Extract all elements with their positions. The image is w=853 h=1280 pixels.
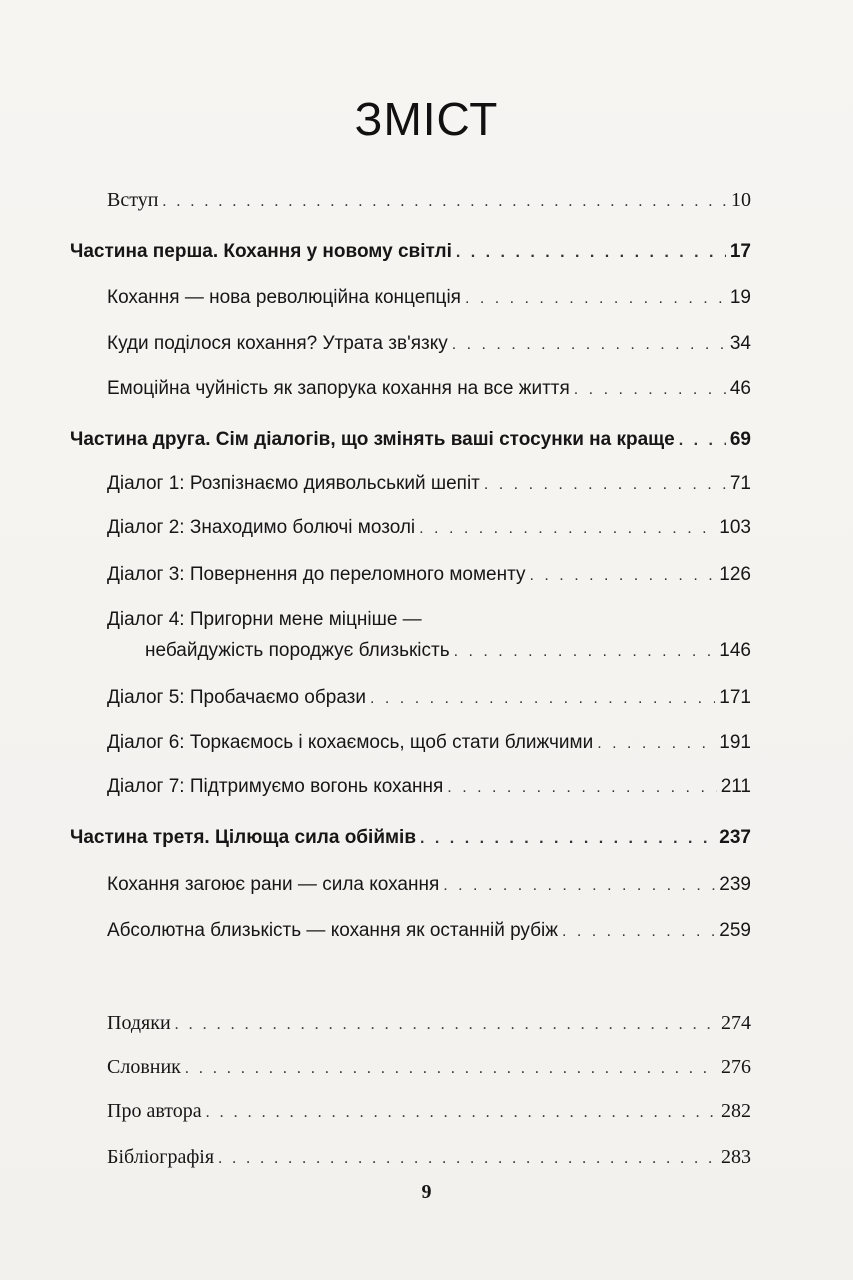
dot-leader (454, 640, 716, 664)
dot-leader (206, 1101, 717, 1125)
dot-leader (679, 429, 726, 453)
toc-entry-label: Діалог 7: Підтримуємо вогонь кохання (107, 776, 444, 797)
dot-leader (574, 378, 726, 402)
toc-entry-label: Діалог 3: Повернення до переломного моменту (107, 564, 526, 585)
toc-entry-label: Частина друга. Сім діалогів, що змінять ваші стосунки на краще (70, 429, 675, 450)
toc-entry-acknowledgements (107, 1011, 751, 1037)
toc-page-number: 103 (719, 517, 751, 538)
toc-entry-label: Кохання — нова революційна концепція (107, 287, 461, 308)
toc-entry (107, 516, 751, 541)
toc-page-number: 34 (729, 333, 751, 354)
dot-leader (452, 333, 726, 357)
toc-page-number: 191 (719, 732, 751, 753)
toc-entry-label-first-line: Діалог 4: Пригорни мене міцніше — (107, 609, 422, 630)
dot-leader (419, 517, 715, 541)
toc-entry (107, 686, 751, 711)
toc-entry-label: Кохання загоює рани — сила кохання (107, 874, 440, 895)
dot-leader (162, 190, 727, 214)
toc-page-number: 146 (719, 640, 751, 661)
toc-entry-label: Діалог 2: Знаходимо болючі мозолі (107, 517, 416, 538)
toc-page-number: 237 (719, 827, 751, 848)
toc-page-number: 211 (720, 776, 751, 797)
dot-leader (447, 776, 716, 800)
toc-entry (107, 919, 751, 944)
toc-entry-label: Вступ (107, 189, 159, 211)
toc-entry-label: Діалог 6: Торкаємось і кохаємось, щоб стати ближчими (107, 732, 594, 753)
toc-page-number: 282 (721, 1100, 751, 1122)
dot-leader (456, 241, 726, 265)
page-title: ЗМІСТ (354, 93, 499, 145)
toc-page-number: 71 (729, 473, 751, 494)
toc-entry-label: Словник (107, 1056, 181, 1078)
toc-entry (107, 472, 751, 497)
toc-page-number: 239 (719, 874, 751, 895)
toc-entry-glossary (107, 1055, 751, 1081)
dot-leader (530, 564, 716, 588)
toc-entry-label: Частина перша. Кохання у новому світлі (70, 241, 452, 262)
toc-entry-label: Куди поділося кохання? Утрата зв'язку (107, 333, 448, 354)
toc-entry (107, 377, 751, 402)
toc-entry-label: Діалог 5: Пробачаємо образи (107, 687, 367, 708)
dot-leader (484, 473, 726, 497)
toc-page-number: 274 (721, 1012, 751, 1034)
toc-entry (107, 286, 751, 311)
toc-page-number: 171 (719, 687, 751, 708)
dot-leader (597, 732, 715, 756)
toc-entry (107, 775, 751, 800)
toc-page-number: 126 (719, 564, 751, 585)
toc-entry-label: Емоційна чуйність як запорука кохання на все життя (107, 378, 570, 399)
toc-entry-label: Частина третя. Цілюща сила обіймів (70, 827, 417, 848)
toc-page-number: 69 (729, 429, 751, 450)
toc-entry-about-author (107, 1099, 751, 1125)
toc-page-number: 46 (729, 378, 751, 399)
dot-leader (218, 1147, 717, 1171)
toc-entry-label-continuation: небайдужість породжує близькість (145, 640, 450, 661)
toc-page-number: 10 (731, 189, 751, 211)
dot-leader (443, 874, 715, 898)
toc-page-number: 259 (719, 920, 751, 941)
toc-entry-label: Бібліографія (107, 1146, 215, 1168)
toc-page-number: 283 (721, 1146, 751, 1168)
toc-page-number: 276 (721, 1056, 751, 1078)
dot-leader (370, 687, 715, 711)
toc-part-three (70, 826, 751, 851)
toc-entry-label: Абсолютна близькість — кохання як останній рубіж (107, 920, 558, 941)
page-number: 9 (421, 1181, 432, 1203)
toc-entry (145, 639, 751, 664)
toc-entry (107, 731, 751, 756)
toc-entry (107, 332, 751, 357)
dot-leader (465, 287, 726, 311)
toc-entry-label: Подяки (107, 1012, 171, 1034)
dot-leader (175, 1013, 717, 1037)
dot-leader (420, 827, 715, 851)
toc-page-number: 19 (729, 287, 751, 308)
toc-entry (107, 873, 751, 898)
toc-part-two (70, 428, 751, 453)
toc-page-number: 17 (729, 241, 751, 262)
toc-entry-bibliography (107, 1145, 751, 1171)
toc-entry-label: Діалог 1: Розпізнаємо диявольський шепіт (107, 473, 480, 494)
toc-entry-introduction (107, 188, 751, 214)
toc-part-one (70, 240, 751, 265)
dot-leader (185, 1057, 717, 1081)
toc-entry (107, 563, 751, 588)
dot-leader (562, 920, 715, 944)
toc-entry-label: Про автора (107, 1100, 202, 1122)
